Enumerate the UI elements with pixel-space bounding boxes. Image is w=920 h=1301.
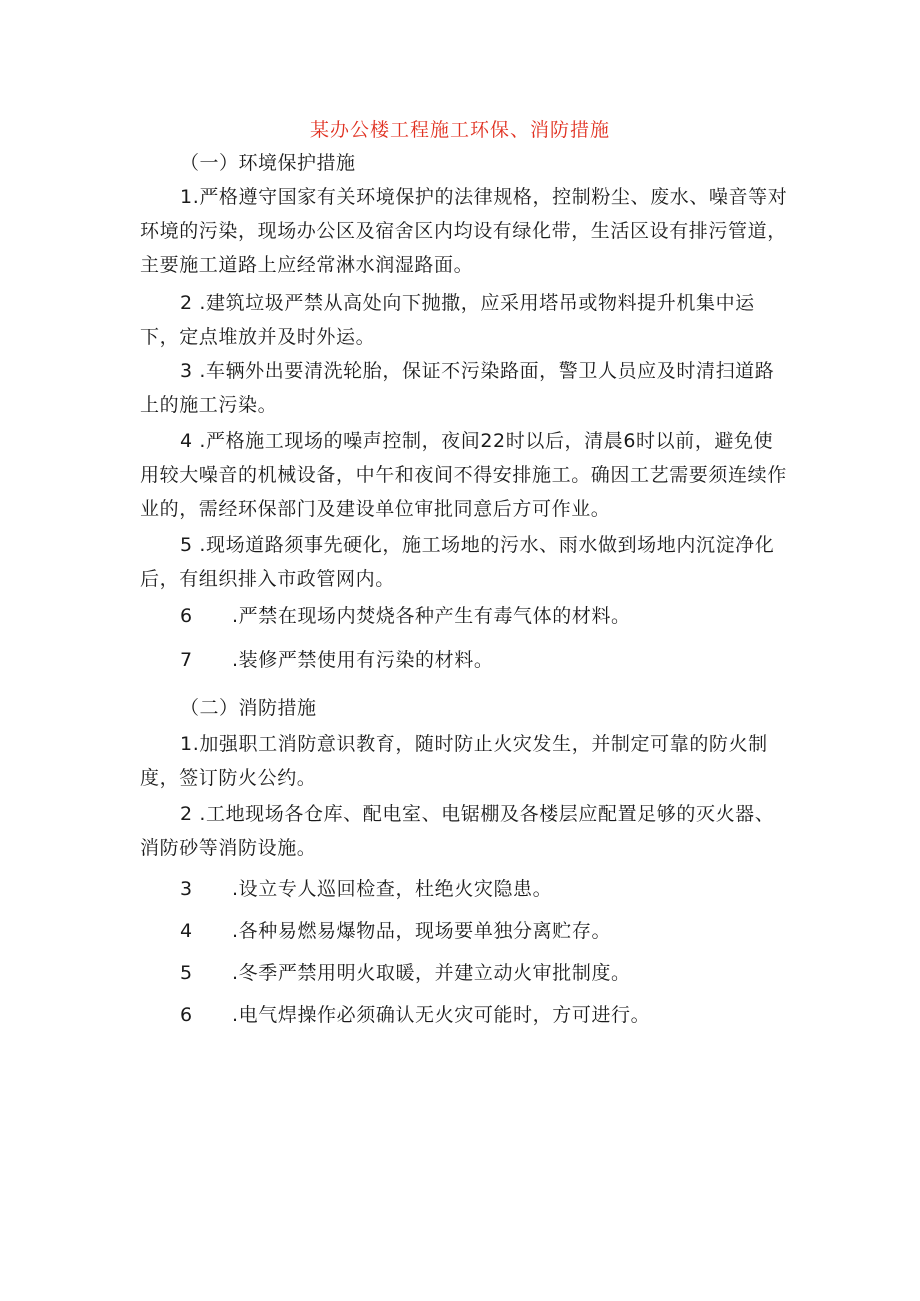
env-measure-5: 5 .现场道路须事先硬化，施工场地的污水、雨水做到场地内沉淀净化后，有组织排入市政管网内。 — [140, 534, 775, 590]
fire-measure-1: 1.加强职工消防意识教育，随时防止火灾发生，并制定可靠的防火制度，签订防火公约。 — [140, 733, 768, 789]
env-measure-3: 3 .车辆外出要清洗轮胎，保证不污染路面，警卫人员应及时清扫道路上的施工污染。 — [140, 360, 775, 416]
fire-measure-3-number: 3 — [180, 878, 193, 900]
section-heading-environment: （一）环境保护措施 — [180, 152, 356, 174]
fire-measure-3 — [180, 875, 552, 903]
fire-measure-6-number: 6 — [180, 1004, 193, 1026]
fire-measure-6-text: .电气焊操作必须确认无火灾可能时，方可进行。 — [232, 1004, 651, 1026]
fire-measure-5-number: 5 — [180, 962, 193, 984]
fire-measure-4 — [180, 917, 611, 945]
env-measure-7 — [180, 646, 493, 674]
env-measure-6-text: .严禁在现场内焚烧各种产生有毒气体的材料。 — [232, 605, 631, 627]
env-measure-6-number: 6 — [180, 605, 193, 627]
section-heading-fire: （二）消防措施 — [180, 697, 317, 719]
fire-measure-5-text: .冬季严禁用明火取暖，并建立动火审批制度。 — [232, 962, 631, 984]
env-measure-1: 1.严格遵守国家有关环境保护的法律规格，控制粉尘、废水、噪音等对环境的污染，现场办公区及宿舍区内均设有绿化带，生活区设有排污管道，主要施工道路上应经常淋水润湿路面。 — [140, 186, 788, 276]
fire-measure-6 — [180, 1001, 650, 1029]
fire-measure-2: 2 .工地现场各仓库、配电室、电锯棚及各楼层应配置足够的灭火器、消防砂等消防设施。 — [140, 803, 775, 859]
fire-measure-4-number: 4 — [180, 920, 193, 942]
fire-measure-4-text: .各种易燃易爆物品，现场要单独分离贮存。 — [232, 920, 612, 942]
document-title: 某办公楼工程施工环保、消防措施 — [309, 119, 610, 141]
env-measure-4: 4 .严格施工现场的噪声控制，夜间22时以后，清晨6时以前，避免使用较大噪音的机械设备，中午和夜间不得安排施工。确因工艺需要须连续作业的，需经环保部门及建设单位审批同意后方可作业。 — [140, 430, 787, 520]
env-measure-6 — [180, 602, 631, 630]
env-measure-7-number: 7 — [180, 649, 193, 671]
env-measure-7-text: .装修严禁使用有污染的材料。 — [232, 649, 494, 671]
env-measure-2: 2 .建筑垃圾严禁从高处向下抛撒，应采用塔吊或物料提升机集中运下，定点堆放并及时外运。 — [140, 292, 755, 348]
fire-measure-3-text: .设立专人巡回检查，杜绝火灾隐患。 — [232, 878, 553, 900]
fire-measure-5 — [180, 959, 631, 987]
